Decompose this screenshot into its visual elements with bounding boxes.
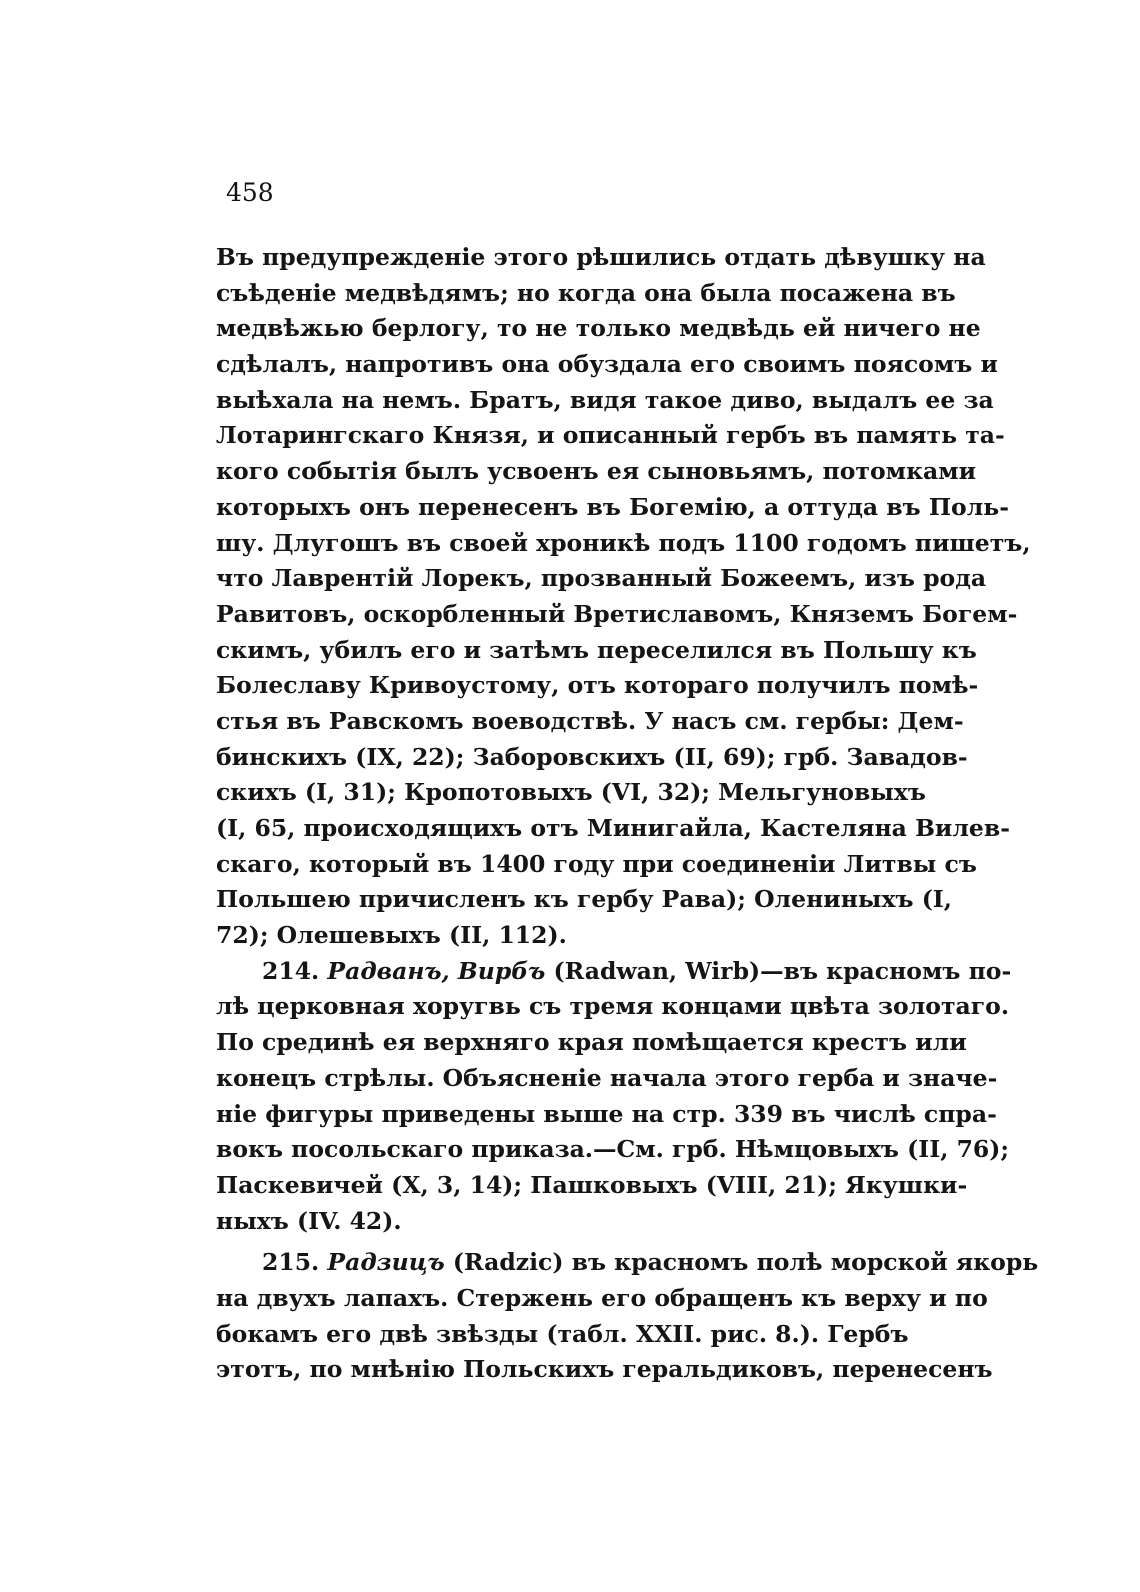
text-line [216,1352,993,1388]
line-text: Польшею причисленъ къ гербу Рава); Олениныхъ (I, [216,885,952,914]
line-text: Паскевичей (X, 3, 14); Пашковыхъ (VIII, 21); Якушки- [216,1170,968,1199]
line-text: кого событія былъ усвоенъ ея сыновьямъ, потомками [216,457,977,486]
body-text [216,240,1039,1388]
text-line [216,561,987,597]
text-line [216,668,979,704]
text-line [216,775,926,811]
text-line [216,954,1012,990]
line-text: ніе фигуры приведены выше на стр. 339 въ числѣ спра- [216,1099,997,1128]
text-line [216,1025,967,1061]
line-text: конецъ стрѣлы. Объясненіе начала этого герба и значе- [216,1063,998,1092]
text-line [216,1168,968,1204]
line-text: скихъ (I, 31); Кропотовыхъ (VI, 32); Мельгуновыхъ [216,778,926,807]
line-text: бинскихъ (IX, 22); Заборовскихъ (II, 69); грб. Завадов- [216,742,968,771]
line-text: скаго, который въ 1400 году при соединеніи Литвы съ [216,849,977,878]
text-line [216,1281,988,1317]
text-line [216,918,906,954]
text-line [216,1061,998,1097]
line-text: По срединѣ ея верхняго края помѣщается крестъ или [216,1028,967,1057]
line-text: шу. Длугошъ въ своей хроникѣ подъ 1100 годомъ пишетъ, [216,528,1031,557]
text-line [216,490,1009,526]
text-line [216,526,1031,562]
text-line [216,811,1010,847]
line-text: бокамъ его двѣ звѣзды (табл. XXII. рис. 8.). Гербъ [216,1319,909,1348]
text-line [216,1204,906,1240]
entry-number: 215. [262,1248,328,1277]
page-number: 458 [226,178,274,207]
text-line [216,597,1018,633]
line-text: скимъ, убилъ его и затѣмъ переселился въ Польшу къ [216,635,977,664]
text-line [216,633,977,669]
line-text: Болеславу Кривоустому, отъ котораго получилъ помѣ- [216,671,979,700]
line-text: медвѣжью берлогу, то не только медвѣдь ей ничего не [216,314,981,343]
text-line [216,276,956,312]
line-text: 72); Олешевыхъ (II, 112). [216,921,567,950]
line-text: что Лаврентій Лорекъ, прозванный Божеемъ, изъ рода [216,564,987,593]
text-line [216,240,986,276]
line-text: ныхъ (IV. 42). [216,1206,402,1235]
line-text: съѣденіе медвѣдямъ; но когда она была посажена въ [216,278,956,307]
text-line [216,882,952,918]
text-line [216,383,994,419]
coat-of-arms-name: Радзицъ [327,1248,445,1277]
line-text: (Radwan, Wirb)—въ красномъ по- [545,956,1012,985]
text-line [216,740,968,776]
text-line [216,347,998,383]
text-line [216,1132,1010,1168]
line-text: лѣ церковная хоругвь съ тремя концами цвѣта золотаго. [216,992,1009,1021]
entry-number: 214. [262,956,328,985]
line-text: стья въ Равскомъ воеводствѣ. У насъ см. гербы: Дем- [216,706,964,735]
text-line [216,989,1009,1025]
text-line [216,454,977,490]
text-line [216,418,1005,454]
line-text: этотъ, по мнѣнію Польскихъ геральдиковъ, перенесенъ [216,1355,993,1384]
line-text: которыхъ онъ перенесенъ въ Богемію, а оттуда въ Поль- [216,492,1009,521]
text-line [216,704,964,740]
line-text: Лотарингскаго Князя, и описанный гербъ въ память та- [216,421,1005,450]
line-text: (I, 65, происходящихъ отъ Минигайла, Кастеляна Вилев- [216,814,1010,842]
line-text: выѣхала на немъ. Братъ, видя такое диво, выдалъ ее за [216,385,994,414]
line-text: Равитовъ, оскорбленный Вретиславомъ, Княземъ Богем- [216,599,1018,628]
line-text: вокъ посольскаго приказа.—См. грб. Нѣмцовыхъ (II, 76); [216,1135,1010,1164]
text-line [216,1097,997,1133]
text-line [216,311,981,347]
line-text: (Radzic) въ красномъ полѣ морской якорь [444,1248,1039,1277]
line-text: на двухъ лапахъ. Стержень его обращенъ къ верху и по [216,1283,988,1312]
text-line [216,1245,1039,1281]
coat-of-arms-name: Радванъ, Вирбъ [327,956,546,985]
line-text: сдѣлалъ, напротивъ она обуздала его своимъ поясомъ и [216,350,998,379]
text-line [216,847,977,883]
text-line [216,1317,909,1353]
line-text: Въ предупрежденіе этого рѣшились отдать дѣвушку на [216,243,986,271]
